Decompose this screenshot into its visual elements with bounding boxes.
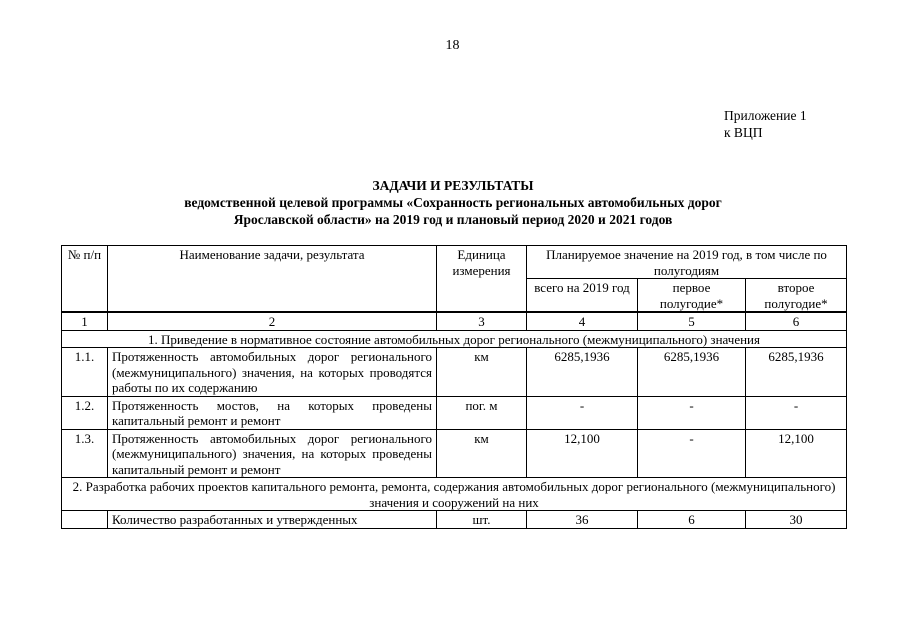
header-planned: Планируемое значение на 2019 год, в том числе по полугодиям: [527, 246, 847, 279]
section-2-title: 2. Разработка рабочих проектов капитального ремонта, ремонта, содержания автомобильных дорог регионального (межмуниципального) значения и сооружений на них: [62, 478, 847, 511]
col-number: 6: [746, 312, 847, 330]
appendix-line-2: к ВЦП: [724, 125, 763, 140]
row-second-half: 6285,1936: [746, 348, 847, 397]
row-name: Протяженность автомобильных дорог регионального (межмуниципального) значения, на которых проведены капитальный ремонт и ремонт: [108, 429, 437, 478]
row-name: Протяженность мостов, на которых проведены капитальный ремонт и ремонт: [108, 396, 437, 429]
row-second-half: 30: [746, 511, 847, 529]
title-line-3: Ярославской области» на 2019 год и плановый период 2020 и 2021 годов: [233, 212, 673, 227]
row-unit: пог. м: [437, 396, 527, 429]
header-first-half: первое полугодие*: [638, 279, 746, 313]
col-number: 1: [62, 312, 108, 330]
header-num: № п/п: [62, 246, 108, 313]
table-header-row: [62, 246, 847, 279]
document-title: [60, 177, 846, 228]
header-name: Наименование задачи, результата: [108, 246, 437, 313]
row-first-half: 6285,1936: [638, 348, 746, 397]
row-second-half: 12,100: [746, 429, 847, 478]
table-row: [62, 429, 847, 478]
row-num: 1.1.: [62, 348, 108, 397]
row-name: Количество разработанных и утвержденных: [108, 511, 437, 529]
header-total: всего на 2019 год: [527, 279, 638, 313]
row-name: Протяженность автомобильных дорог регионального (межмуниципального) значения, на которых проводятся работы по их содержанию: [108, 348, 437, 397]
title-line-1: ЗАДАЧИ И РЕЗУЛЬТАТЫ: [372, 178, 534, 193]
table-row: [62, 348, 847, 397]
header-unit: Единица измерения: [437, 246, 527, 313]
row-second-half: -: [746, 396, 847, 429]
col-number: 5: [638, 312, 746, 330]
row-unit: шт.: [437, 511, 527, 529]
row-first-half: 6: [638, 511, 746, 529]
table-row: [62, 511, 847, 529]
row-first-half: -: [638, 396, 746, 429]
appendix-line-1: Приложение 1: [724, 108, 807, 123]
section-row: [62, 478, 847, 511]
row-num: [62, 511, 108, 529]
row-total: 36: [527, 511, 638, 529]
table-row: [62, 396, 847, 429]
column-numbers-row: [62, 312, 847, 330]
row-total: 12,100: [527, 429, 638, 478]
row-total: -: [527, 396, 638, 429]
col-number: 4: [527, 312, 638, 330]
section-row: [62, 330, 847, 348]
row-unit: км: [437, 429, 527, 478]
tasks-results-table: [61, 245, 847, 529]
section-1-title: 1. Приведение в нормативное состояние автомобильных дорог регионального (межмуниципального) значения: [62, 330, 847, 348]
title-line-2: ведомственной целевой программы «Сохранность региональных автомобильных дорог: [184, 195, 722, 210]
row-num: 1.2.: [62, 396, 108, 429]
row-num: 1.3.: [62, 429, 108, 478]
header-second-half: второе полугодие*: [746, 279, 847, 313]
col-number: 2: [108, 312, 437, 330]
row-unit: км: [437, 348, 527, 397]
page-number: 18: [445, 38, 460, 53]
col-number: 3: [437, 312, 527, 330]
row-first-half: -: [638, 429, 746, 478]
appendix-note: [724, 107, 807, 141]
row-total: 6285,1936: [527, 348, 638, 397]
